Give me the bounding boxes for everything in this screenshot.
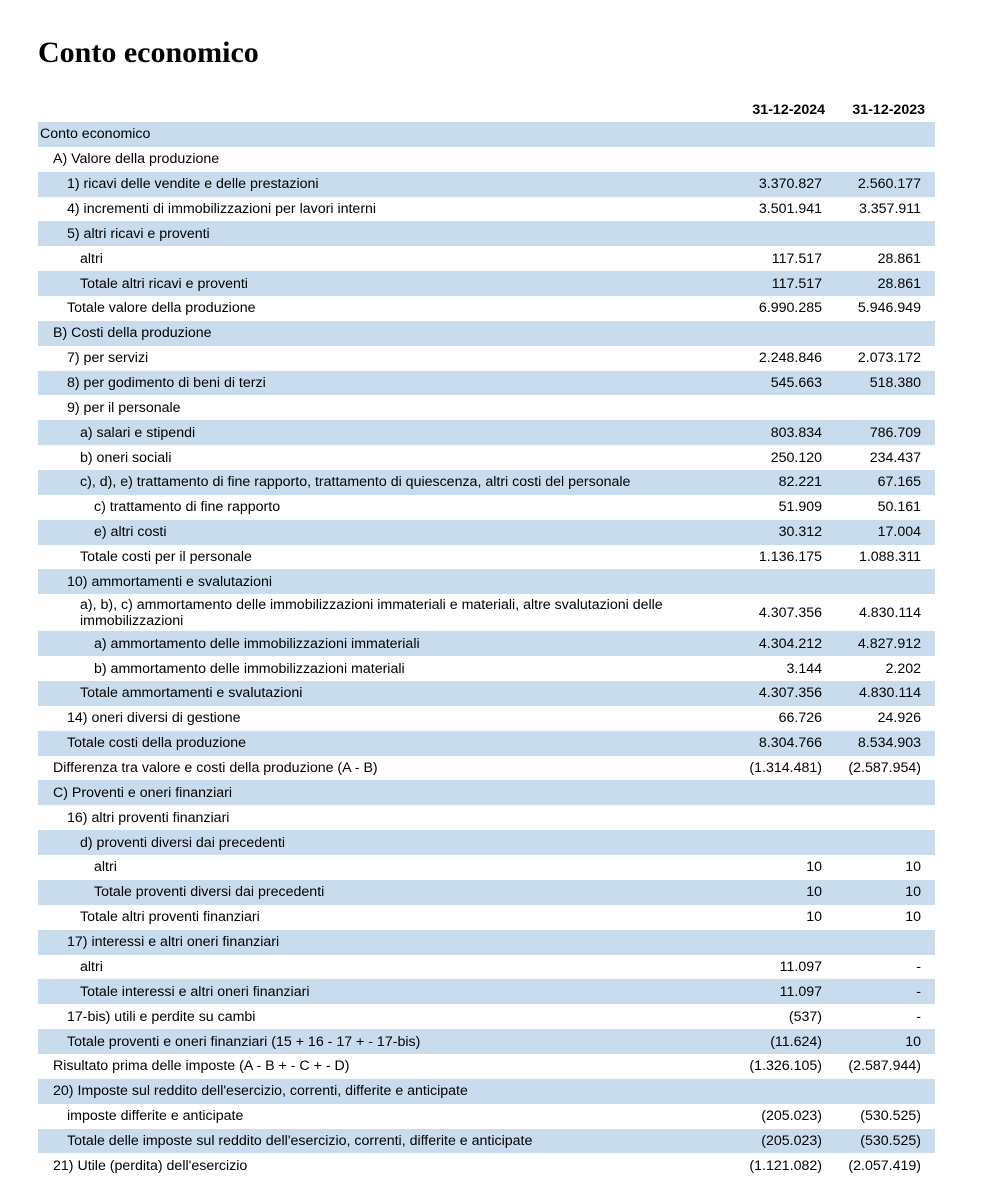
value-2023 bbox=[835, 122, 935, 147]
row-label: 8) per godimento di beni di terzi bbox=[38, 371, 736, 396]
value-2024: (205.023) bbox=[736, 1129, 835, 1154]
value-2023 bbox=[835, 1079, 935, 1104]
value-2023: (530.525) bbox=[835, 1129, 935, 1154]
row-label: C) Proventi e oneri finanziari bbox=[38, 780, 736, 805]
table-row bbox=[38, 955, 935, 980]
row-label: e) altri costi bbox=[38, 520, 736, 545]
row-label: a) ammortamento delle immobilizzazioni immateriali bbox=[38, 631, 736, 656]
row-label: 20) Imposte sul reddito dell'esercizio, correnti, differite e anticipate bbox=[38, 1079, 736, 1104]
value-2024: 8.304.766 bbox=[736, 731, 835, 756]
value-2024: 2.248.846 bbox=[758, 350, 822, 367]
value-2023: (2.587.954) bbox=[848, 760, 921, 777]
value-2024: 4.307.356 bbox=[758, 604, 822, 621]
table-row bbox=[38, 1129, 935, 1154]
value-2023 bbox=[835, 221, 935, 246]
table-row bbox=[38, 631, 935, 656]
value-2023: 24.926 bbox=[877, 710, 921, 727]
value-2023 bbox=[835, 395, 935, 420]
column-header-2024: 31-12-2024 bbox=[752, 102, 825, 118]
table-row bbox=[38, 445, 935, 470]
value-2023: 28.861 bbox=[877, 250, 921, 267]
row-label: A) Valore della produzione bbox=[53, 151, 220, 168]
value-2024 bbox=[736, 830, 835, 855]
value-2024: 3.501.941 bbox=[758, 201, 822, 217]
value-2023: 2.560.177 bbox=[835, 172, 935, 197]
value-2024: (1.121.082) bbox=[749, 1157, 822, 1174]
row-label: 21) Utile (perdita) dell'esercizio bbox=[53, 1157, 248, 1174]
row-label: 10) ammortamenti e svalutazioni bbox=[38, 569, 736, 594]
row-label: 17) interessi e altri oneri finanziari bbox=[38, 930, 736, 955]
table-row bbox=[38, 495, 935, 520]
value-2024: 11.097 bbox=[736, 979, 835, 1004]
row-label: Totale proventi e oneri finanziari (15 + 16 - 17 + - 17-bis) bbox=[38, 1029, 736, 1054]
row-label: a) salari e stipendi bbox=[38, 420, 736, 445]
value-2024: 545.663 bbox=[736, 371, 835, 396]
value-2023: 10 bbox=[905, 859, 921, 876]
value-2023: 17.004 bbox=[835, 520, 935, 545]
table-row bbox=[38, 172, 935, 197]
value-2023: 3.357.911 bbox=[858, 201, 921, 217]
value-2024: (205.023) bbox=[761, 1108, 822, 1125]
value-2023: 10 bbox=[835, 1029, 935, 1054]
row-label: d) proventi diversi dai precedenti bbox=[38, 830, 736, 855]
row-label: imposte differite e anticipate bbox=[67, 1108, 244, 1125]
value-2024: 30.312 bbox=[736, 520, 835, 545]
row-label: Totale altri proventi finanziari bbox=[80, 909, 260, 926]
row-label: 16) altri proventi finanziari bbox=[67, 809, 230, 826]
table-row bbox=[38, 520, 935, 545]
table-row bbox=[38, 880, 935, 905]
row-label: Totale valore della produzione bbox=[67, 300, 256, 317]
value-2023: (530.525) bbox=[860, 1108, 921, 1125]
row-label: 5) altri ricavi e proventi bbox=[38, 221, 736, 246]
value-2024: 3.370.827 bbox=[736, 172, 835, 197]
row-label: altri bbox=[80, 250, 103, 267]
value-2024 bbox=[736, 395, 835, 420]
value-2023: 4.827.912 bbox=[835, 631, 935, 656]
value-2023: 786.709 bbox=[835, 420, 935, 445]
table-row bbox=[38, 197, 935, 222]
value-2024: 10 bbox=[736, 880, 835, 905]
row-label: Totale interessi e altri oneri finanziari bbox=[38, 979, 736, 1004]
value-2024 bbox=[736, 930, 835, 955]
value-2024: 4.304.212 bbox=[736, 631, 835, 656]
table-row bbox=[38, 756, 935, 781]
table-row bbox=[38, 905, 935, 930]
value-2024: 11.097 bbox=[779, 958, 822, 975]
row-label: Totale costi della produzione bbox=[38, 731, 736, 756]
table-row bbox=[38, 395, 935, 420]
row-label: 17-bis) utili e perdite su cambi bbox=[67, 1008, 256, 1025]
value-2024 bbox=[736, 147, 835, 172]
value-2024: 6.990.285 bbox=[758, 300, 822, 317]
value-2024 bbox=[736, 805, 835, 830]
value-2024: (537) bbox=[788, 1008, 822, 1025]
row-label: Conto economico bbox=[38, 122, 736, 147]
value-2023: 2.073.172 bbox=[857, 350, 921, 367]
row-label: 9) per il personale bbox=[67, 399, 181, 416]
table-row bbox=[38, 1153, 935, 1178]
table-row bbox=[38, 830, 935, 855]
table-row bbox=[38, 1029, 935, 1054]
row-label: Totale delle imposte sul reddito dell'esercizio, correnti, differite e anticipate bbox=[38, 1129, 736, 1154]
value-2024 bbox=[736, 780, 835, 805]
row-label: Differenza tra valore e costi della produzione (A - B) bbox=[53, 760, 378, 777]
table-row bbox=[38, 470, 935, 495]
value-2023 bbox=[835, 780, 935, 805]
row-label: a), b), c) ammortamento delle immobilizzazioni immateriali e materiali, altre svalutazioni delle immobilizzazioni bbox=[80, 596, 663, 629]
value-2024: 51.909 bbox=[778, 499, 822, 516]
value-2024 bbox=[736, 569, 835, 594]
value-2024 bbox=[736, 1079, 835, 1104]
value-2023: - bbox=[916, 1008, 921, 1025]
table-row bbox=[38, 1079, 935, 1104]
table-row bbox=[38, 979, 935, 1004]
table-body bbox=[38, 122, 935, 1178]
value-2024: 250.120 bbox=[770, 449, 822, 466]
value-2023: 4.830.114 bbox=[835, 681, 935, 706]
value-2023: 10 bbox=[835, 880, 935, 905]
value-2023: 1.088.311 bbox=[858, 549, 921, 566]
table-row bbox=[38, 1054, 935, 1079]
value-2024: 66.726 bbox=[778, 710, 822, 727]
row-label: Totale proventi diversi dai precedenti bbox=[38, 880, 736, 905]
value-2024: 10 bbox=[806, 909, 822, 926]
value-2023: 50.161 bbox=[877, 499, 921, 516]
value-2024 bbox=[736, 221, 835, 246]
value-2023: 8.534.903 bbox=[835, 731, 935, 756]
column-header-2023: 31-12-2023 bbox=[852, 102, 925, 118]
value-2024: (11.624) bbox=[736, 1029, 835, 1054]
table-row bbox=[38, 855, 935, 880]
table-row bbox=[38, 780, 935, 805]
value-2024: 82.221 bbox=[736, 470, 835, 495]
value-2024: 1.136.175 bbox=[758, 549, 822, 566]
value-2023: - bbox=[835, 979, 935, 1004]
table-row bbox=[38, 147, 935, 172]
row-label: altri bbox=[80, 958, 103, 975]
value-2024: 117.517 bbox=[771, 250, 822, 267]
value-2023: (2.587.944) bbox=[848, 1058, 921, 1075]
label-column-header bbox=[38, 98, 736, 122]
value-2023: 10 bbox=[905, 909, 921, 926]
table-row bbox=[38, 1004, 935, 1029]
value-2024: 803.834 bbox=[736, 420, 835, 445]
value-2024: (1.326.105) bbox=[749, 1058, 822, 1075]
value-2024: 4.307.356 bbox=[736, 681, 835, 706]
table-row bbox=[38, 346, 935, 371]
value-2023: 234.437 bbox=[869, 449, 921, 466]
table-row bbox=[38, 371, 935, 396]
value-2023: 2.202 bbox=[885, 660, 921, 677]
table-row bbox=[38, 594, 935, 631]
value-2023: (2.057.419) bbox=[848, 1157, 921, 1174]
value-2023 bbox=[835, 830, 935, 855]
income-statement-table bbox=[38, 98, 935, 1178]
table-row bbox=[38, 271, 935, 296]
value-2023: 4.830.114 bbox=[858, 604, 921, 621]
table-row bbox=[38, 706, 935, 731]
value-2024: 3.144 bbox=[786, 660, 822, 677]
row-label: 4) incrementi di immobilizzazioni per lavori interni bbox=[67, 201, 377, 217]
table-row bbox=[38, 221, 935, 246]
row-label: Totale ammortamenti e svalutazioni bbox=[38, 681, 736, 706]
row-label: 1) ricavi delle vendite e delle prestazioni bbox=[38, 172, 736, 197]
table-row bbox=[38, 122, 935, 147]
value-2024 bbox=[736, 122, 835, 147]
table-row bbox=[38, 545, 935, 570]
table-row bbox=[38, 569, 935, 594]
value-2024: 10 bbox=[806, 859, 822, 876]
table-row bbox=[38, 296, 935, 321]
value-2023: 67.165 bbox=[835, 470, 935, 495]
row-label: b) ammortamento delle immobilizzazioni materiali bbox=[94, 660, 405, 677]
table-row bbox=[38, 246, 935, 271]
row-label: c) trattamento di fine rapporto bbox=[94, 499, 281, 516]
value-2023 bbox=[835, 805, 935, 830]
value-2024 bbox=[736, 321, 835, 346]
value-2023 bbox=[835, 321, 935, 346]
row-label: B) Costi della produzione bbox=[38, 321, 736, 346]
table-row bbox=[38, 731, 935, 756]
row-label: Totale altri ricavi e proventi bbox=[38, 271, 736, 296]
row-label: Totale costi per il personale bbox=[80, 549, 252, 566]
row-label: 7) per servizi bbox=[67, 350, 149, 367]
header-row bbox=[38, 98, 935, 122]
value-2023: 28.861 bbox=[835, 271, 935, 296]
value-2023: 518.380 bbox=[835, 371, 935, 396]
page-title: Conto economico bbox=[38, 36, 259, 69]
table-row bbox=[38, 681, 935, 706]
table-row bbox=[38, 805, 935, 830]
table-row bbox=[38, 930, 935, 955]
table-row bbox=[38, 321, 935, 346]
table-row bbox=[38, 1104, 935, 1129]
value-2023: 5.946.949 bbox=[857, 300, 921, 317]
row-label: c), d), e) trattamento di fine rapporto, trattamento di quiescenza, altri costi del personale bbox=[38, 470, 736, 495]
value-2023 bbox=[835, 569, 935, 594]
value-2024: (1.314.481) bbox=[749, 760, 822, 777]
table-row bbox=[38, 420, 935, 445]
table-row bbox=[38, 656, 935, 681]
row-label: altri bbox=[94, 859, 117, 876]
value-2023 bbox=[835, 930, 935, 955]
value-2023 bbox=[835, 147, 935, 172]
row-label: b) oneri sociali bbox=[80, 449, 172, 466]
row-label: 14) oneri diversi di gestione bbox=[67, 710, 241, 727]
value-2024: 117.517 bbox=[736, 271, 835, 296]
value-2023: - bbox=[916, 958, 921, 975]
row-label: Risultato prima delle imposte (A - B + - C + - D) bbox=[53, 1058, 350, 1075]
